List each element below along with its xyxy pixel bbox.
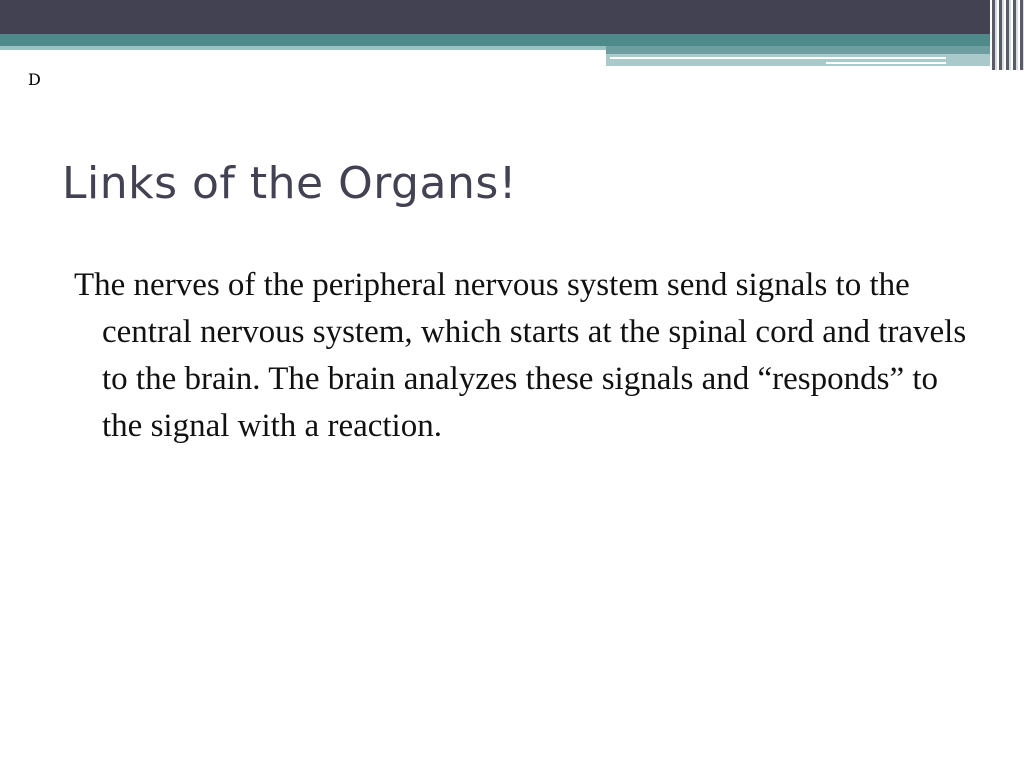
header-band-teal-light	[0, 46, 606, 50]
header-right-inner	[606, 46, 1001, 54]
header-right-line	[610, 57, 946, 59]
header-band-dark	[0, 0, 1024, 34]
header-stripes	[990, 0, 1024, 70]
header-right-line-short	[826, 62, 946, 64]
slide-body-text: The nerves of the peripheral nervous system send signals to the central nervous system, which starts at the spinal cord and travels to the brain. The brain analyzes these signals and “responds” to the signal with a reaction.	[74, 267, 967, 444]
header-band-teal	[0, 34, 1024, 46]
corner-label: D	[28, 70, 41, 89]
slide-title: Links of the Organs!	[62, 158, 517, 209]
